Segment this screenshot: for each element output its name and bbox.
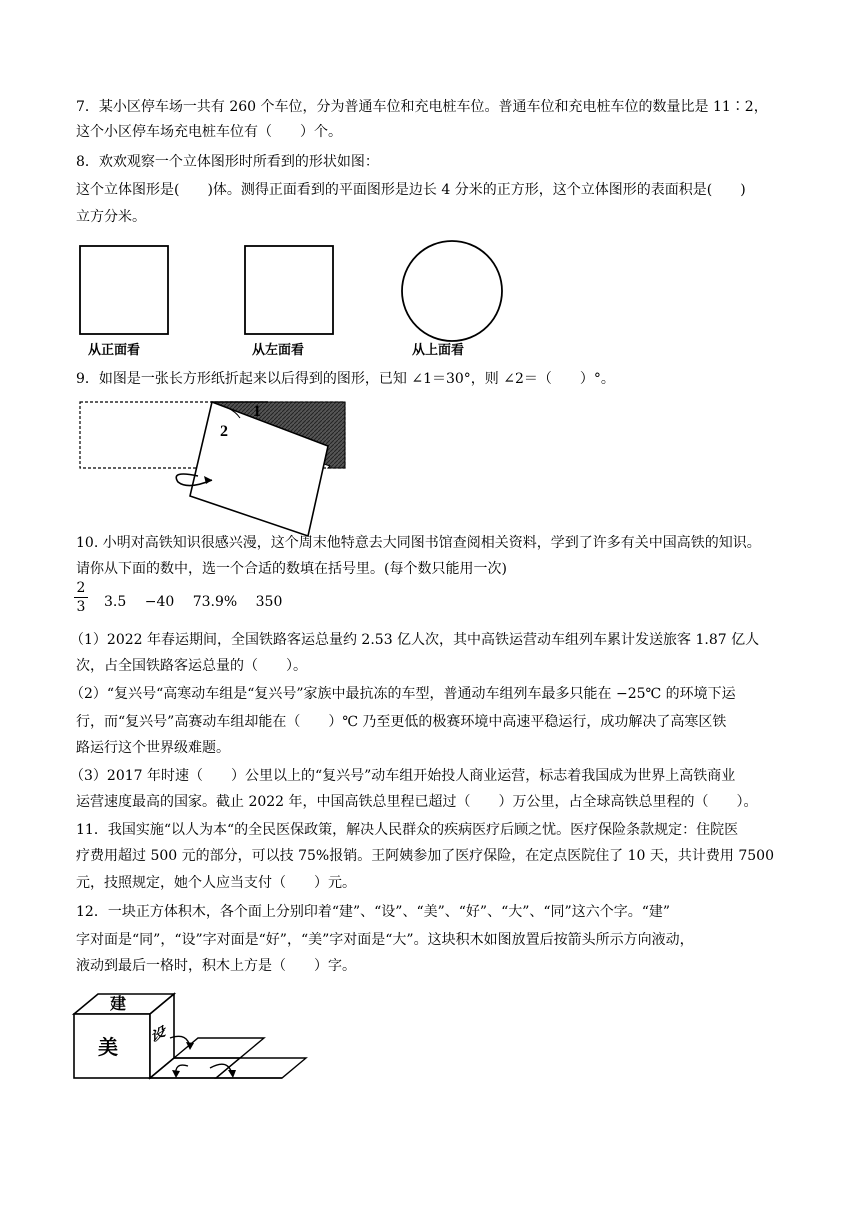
q12-line3: 液动到最后一格时，积木上方是（ ）字。 [76, 958, 356, 974]
q9-folded-paper-figure [78, 396, 358, 536]
q12-line1: 12．一块正方体积木，各个面上分别印着“建”、“设”、“美”、“好”、“大”、“同”这六个字。“建” [76, 904, 671, 920]
q7-line2: 这个小区停车场充电桩车位有（ ）个。 [76, 124, 342, 140]
face-label-top: 建 [110, 994, 127, 1013]
fraction-numerator: 2 [76, 580, 86, 596]
fraction-denominator: 3 [76, 599, 86, 615]
top-view-circle [402, 241, 502, 341]
front-view-square [80, 246, 168, 334]
q12-line2: 字对面是“同”，“设”字对面是“好”，“美”字对面是“大”。这块积木如图放置后按箭头所示方向液动， [76, 932, 694, 948]
q11-line2: 疗费用超过 500 元的部分，可以技 75%报销。王阿姨参加了医疗保险，在定点医院住了 10 天，共计费用 7500 [76, 848, 774, 864]
angle-label-1: 1 [253, 403, 261, 420]
caption-left-view: 从左面看 [252, 343, 305, 358]
q7-line1: 7．某小区停车场一共有 260 个车位，分为普通车位和充电桩车位。普通车位和充电桩车位的数量比是 11∶2， [76, 99, 768, 115]
q8-line1: 8．欢欢观察一个立体图形时所看到的形状如图： [76, 154, 379, 170]
q10-part2-line2: 行，而“复兴号”高赛动车组却能在（ ）℃ 乃至更低的极赛环境中高速平稳运行，成功解决了高寒区铁 [76, 714, 727, 730]
q10-part3-line1: （3）2017 年时速（ ）公里以上的“复兴号”动车组开始投人商业运营，标志着我国成为世界上高铁商业 [70, 768, 736, 784]
caption-front-view: 从正面看 [88, 343, 141, 358]
q10-number-choices: 3.5 −40 73.9% 350 [104, 594, 283, 610]
q10-part1-line1: （1）2022 年春运期间，全国铁路客运总量约 2.53 亿人次，其中高铁运营动车组列车累计发送旅客 1.87 亿人 [70, 632, 760, 648]
angle-label-2: 2 [220, 423, 228, 440]
q11-line3: 元，技照规定，她个人应当支付（ ）元。 [76, 875, 356, 891]
q10-part3-line2: 运营速度最高的国家。截止 2022 年，中国高铁总里程已超过（ ）万公里，占全球高铁总里程的（ ）。 [76, 794, 758, 810]
q8-line3: 立方分米。 [76, 209, 146, 225]
q9-line1: 9．如图是一张长方形纸折起来以后得到的图形，已知 ∠1＝30°，则 ∠2＝（ ）°。 [76, 371, 615, 387]
face-label-right: 设 [152, 1021, 166, 1047]
caption-top-view: 从上面看 [412, 343, 465, 358]
q11-line1: 11．我国实施“以人为本“的全民医保政策，解决人民群众的疾病医疗后顾之忧。医疗保险条款规定：住院医 [76, 822, 739, 838]
roll-arrow-3 [210, 1064, 232, 1074]
left-view-square [245, 246, 333, 334]
q10-part1-line2: 次，占全国铁路客运总量的（ ）。 [76, 658, 307, 674]
q10-line1: 10. 小明对高铁知识很感兴漫，这个周末他特意去大同图书馆查阅相关资料，学到了许多有关中国高铁的知识。 [76, 535, 761, 551]
q8-line2: 这个立体图形是( )体。测得正面看到的平面图形是边长 4 分米的正方形，这个立体图形的表面积是( ) [76, 182, 746, 198]
q10-part2-line1: （2）“复兴号“高寒动车组是“复兴号”家族中最抗冻的车型，普通动车组列车最多只能在 −25℃ 的环境下运 [70, 686, 736, 702]
q10-part2-line3: 路运行这个世界级难题。 [76, 740, 230, 756]
q12-cube-figure [70, 992, 300, 1082]
q10-line2: 请你从下面的数中，选一个合适的数填在括号里。(每个数只能用一次) [76, 561, 507, 577]
face-label-front: 美 [98, 1035, 118, 1059]
fraction-bar [74, 597, 88, 598]
